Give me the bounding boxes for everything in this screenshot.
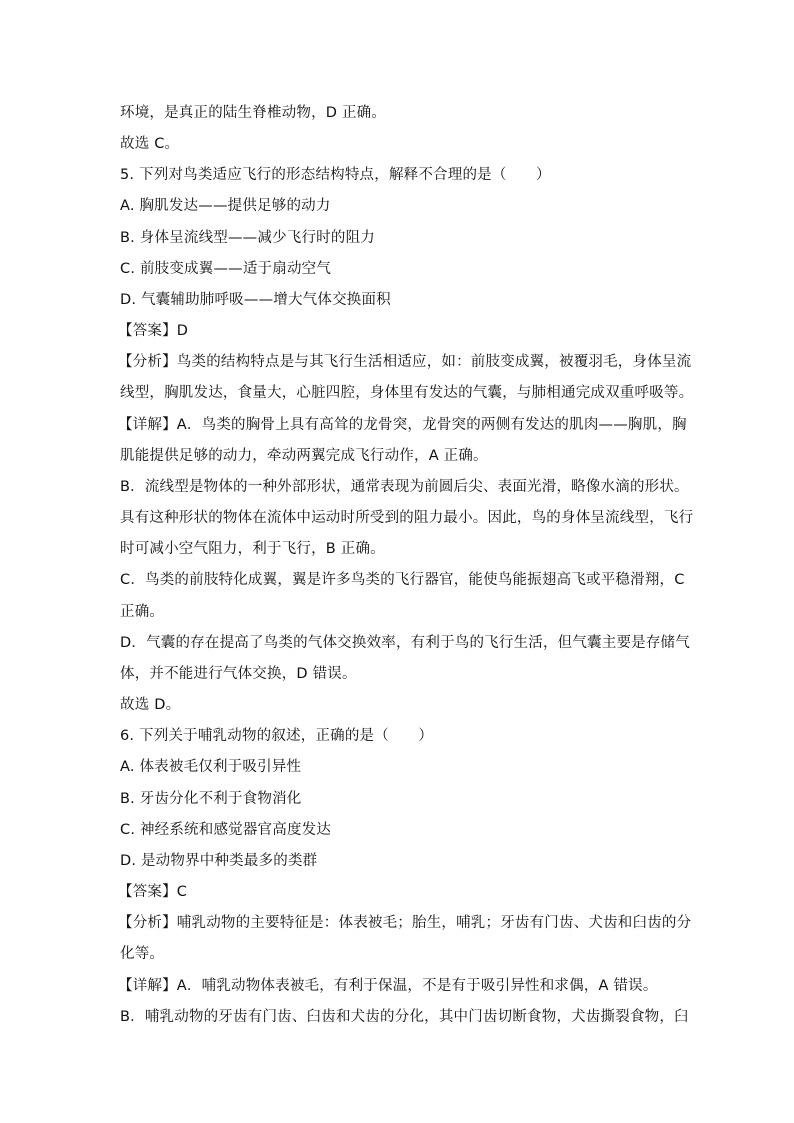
analysis-text: 【分析】哺乳动物的主要特征是：体表被毛；胎生，哺乳；牙齿有门齿、犬齿和臼齿的分 xyxy=(118,915,692,931)
option-c: C. 前肢变成翼——适于扇动空气 xyxy=(120,261,332,277)
option-a: A. 胸肌发达——提供足够的动力 xyxy=(120,198,331,214)
detail-text: 具有这种形状的物体在流体中运动时所受到的阻力最小。因此，鸟的身体呈流线型，飞行 xyxy=(120,510,694,526)
detail-text: 体，并不能进行气体交换，D 错误。 xyxy=(120,666,357,682)
option-c: C. 神经系统和感觉器官高度发达 xyxy=(120,822,332,838)
analysis-text: 线型，胸肌发达，食量大，心脏四腔，身体里有发达的气囊，与肺相通完成双重呼吸等。 xyxy=(120,385,694,401)
detail-text: 【详解】A．哺乳动物体表被毛，有利于保温，不是有于吸引异性和求偶，A 错误。 xyxy=(118,978,658,994)
detail-text: B．哺乳动物的牙齿有门齿、臼齿和犬齿的分化，其中门齿切断食物，犬齿撕裂食物，臼 xyxy=(120,1009,689,1025)
answer-label: 【答案】D xyxy=(118,323,189,339)
option-a: A. 体表被毛仅利于吸引异性 xyxy=(120,759,302,775)
option-d: D. 气囊辅助肺呼吸——增大气体交换面积 xyxy=(120,292,391,308)
option-b: B. 身体呈流线型——减少飞行时的阻力 xyxy=(120,230,375,246)
option-d: D. 是动物界中种类最多的类群 xyxy=(120,853,318,869)
detail-text: C．鸟类的前肢特化成翼，翼是许多鸟类的飞行器官，能使鸟能振翅高飞或平稳滑翔，C xyxy=(120,572,685,588)
detail-text: D．气囊的存在提高了鸟类的气体交换效率，有利于鸟的飞行生活，但气囊主要是存储气 xyxy=(120,635,690,651)
detail-text: B．流线型是物体的一种外部形状，通常表现为前圆后尖、表面光滑，略像水滴的形状。 xyxy=(120,479,689,495)
text-line: 环境，是真正的陆生脊椎动物，D 正确。 xyxy=(120,105,387,121)
analysis-text: 化等。 xyxy=(120,946,165,962)
answer-label: 【答案】C xyxy=(118,884,188,900)
detail-text: 正确。 xyxy=(120,604,165,620)
option-b: B. 牙齿分化不利于食物消化 xyxy=(120,791,302,807)
question-6-stem: 6. 下列关于哺乳动物的叙述，正确的是（ ） xyxy=(120,728,434,744)
detail-text: 肌能提供足够的动力，牵动两翼完成飞行动作，A 正确。 xyxy=(120,448,488,464)
detail-text: 【详解】A．鸟类的胸骨上具有高耸的龙骨突，龙骨突的两侧有发达的肌肉——胸肌，胸 xyxy=(118,417,687,433)
analysis-text: 【分析】鸟类的结构特点是与其飞行生活相适应，如：前肢变成翼，被覆羽毛，身体呈流 xyxy=(118,354,692,370)
text-line: 故选 C。 xyxy=(120,136,180,152)
text-line: 故选 D。 xyxy=(120,697,181,713)
detail-text: 时可减小空气阻力，利于飞行，B 正确。 xyxy=(120,541,385,557)
question-5-stem: 5. 下列对鸟类适应飞行的形态结构特点，解释不合理的是（ ） xyxy=(120,167,551,183)
